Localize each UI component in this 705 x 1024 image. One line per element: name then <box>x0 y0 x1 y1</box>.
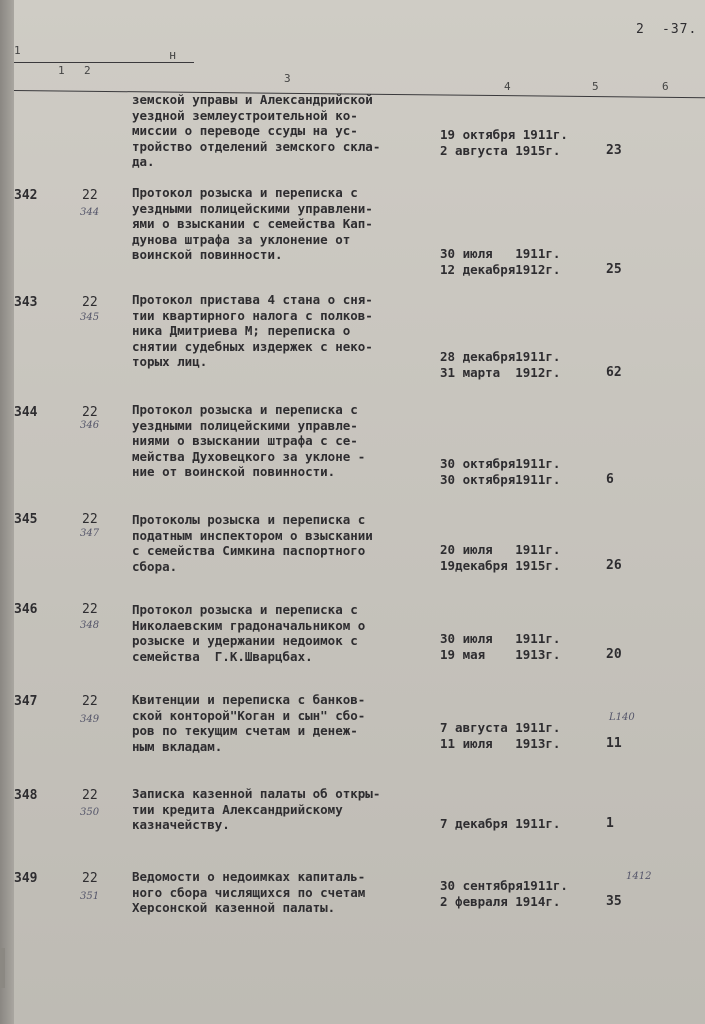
entry-text: Протокол розыска и переписка с уездными полицейскими управлени- ями о взыскании с семейства Кап- дунова штрафа за уклонение от воинской повинности. <box>132 185 373 262</box>
entry-number: 348 <box>14 788 38 803</box>
entry-date-start: 20 июля 1911г. <box>440 542 561 557</box>
header-n-mark: н <box>169 48 177 62</box>
entry-date-end: 2 февраля 1914г. <box>440 894 561 909</box>
entry-number: 345 <box>14 512 38 527</box>
header-col-1b: 1 <box>58 64 65 77</box>
entry-sheets: 25 <box>606 262 622 277</box>
entry-korobka: 22 <box>82 694 98 709</box>
page-number-a: 2 <box>636 22 645 37</box>
entry-sheets: 35 <box>606 894 622 909</box>
entry-handwritten-number: 347 <box>80 528 100 539</box>
entry-handwritten-note: 1412 <box>626 871 652 882</box>
header-col-3: 3 <box>284 72 291 85</box>
page-edge-shadow <box>0 0 14 1024</box>
entry-number: 347 <box>14 694 38 709</box>
entry-sheets: 11 <box>606 736 622 751</box>
entry-handwritten-number: 344 <box>80 207 100 218</box>
entry-date-end: 7 декабря 1911г. <box>440 816 561 831</box>
margin-mark <box>0 948 5 988</box>
entry-sheets: 26 <box>606 558 622 573</box>
archive-page <box>14 0 705 1024</box>
entry-date-end: 30 октября1911г. <box>440 472 561 487</box>
entry-korobka: 22 <box>82 788 98 803</box>
entry-text: Протокол пристава 4 стана о сня- тии квартирного налога с полков- ника Дмитриева М; переписка о снятии судебных издержек с неко- торых лиц. <box>132 292 373 369</box>
entry-date-end: 31 марта 1912г. <box>440 365 561 380</box>
entry-sheets: 20 <box>606 647 622 662</box>
entry-text: Протокол розыска и переписка с Николаевским градоначальником о розыске и удержании недоимок с семейства Г.К.Шварцбах. <box>132 602 366 664</box>
entry-date-start: 7 августа 1911г. <box>440 720 561 735</box>
entry-number: 342 <box>14 188 38 203</box>
entry-text: Протоколы розыска и переписка с податным инспектором о взыскании с семейства Симкина паспортного сбора. <box>132 512 373 574</box>
entry-korobka: 22 <box>82 602 98 617</box>
entry-handwritten-note: L140 <box>609 712 635 723</box>
entry-korobka: 22 <box>82 405 98 420</box>
entry-sheets: 6 <box>606 472 614 487</box>
entry-date-start: 19 октября 1911г. <box>440 127 568 142</box>
entry-handwritten-number: 348 <box>80 620 100 631</box>
entry-text: земской управы и Александрийской уездной землеустроительной ко- миссии о переводе ссуды на ус- тройство отделений земского скла- да. <box>132 92 381 169</box>
entry-date-end: 12 декабря1912г. <box>440 262 561 277</box>
header-col-5: 5 <box>592 80 599 93</box>
header-col-1: 1 <box>14 44 21 57</box>
page-number-b: -37. <box>662 22 698 37</box>
entry-sheets: 62 <box>606 365 622 380</box>
entry-korobka: 22 <box>82 512 98 527</box>
entry-text: Записка казенной палаты об откры- тии кредита Александрийскому казначейству. <box>132 786 381 832</box>
entry-handwritten-number: 346 <box>80 420 100 431</box>
entry-date-end: 2 августа 1915г. <box>440 143 561 158</box>
entry-date-start: 30 июля 1911г. <box>440 631 561 646</box>
entry-korobka: 22 <box>82 188 98 203</box>
entry-date-start: 30 октября1911г. <box>440 456 561 471</box>
entry-date-end: 19 мая 1913г. <box>440 647 561 662</box>
entry-korobka: 22 <box>82 295 98 310</box>
entry-handwritten-number: 350 <box>80 807 100 818</box>
header-col-4: 4 <box>504 80 511 93</box>
entry-handwritten-number: 351 <box>80 891 100 902</box>
entry-date-end: 11 июля 1913г. <box>440 736 561 751</box>
header-col-6: 6 <box>662 80 669 93</box>
entry-number: 346 <box>14 602 38 617</box>
entry-date-start: 28 декабря1911г. <box>440 349 561 364</box>
entry-handwritten-number: 349 <box>80 714 100 725</box>
entry-handwritten-number: 345 <box>80 312 100 323</box>
entry-date-start: 30 июля 1911г. <box>440 246 561 261</box>
entry-korobka: 22 <box>82 871 98 886</box>
entry-text: Протокол розыска и переписка с уездными полицейскими управле- ниями о взыскании штрафа с се- мейства Духовецкого за уклоне - ние от воинской повинности. <box>132 402 366 479</box>
entry-sheets: 1 <box>606 816 614 831</box>
entry-number: 343 <box>14 295 38 310</box>
entry-date-start: 30 сентября1911г. <box>440 878 568 893</box>
entry-number: 344 <box>14 405 38 420</box>
entry-text: Ведомости о недоимках капиталь- ного сбора числящихся по счетам Херсонской казенной палаты. <box>132 869 366 915</box>
entry-text: Квитенции и переписка с банков- ской конторой"Коган и сын" сбо- ров по текущим счетам и денеж- ным вкладам. <box>132 692 366 754</box>
entry-number: 349 <box>14 871 38 886</box>
header-rule-left <box>14 62 194 63</box>
header-col-2: 2 <box>84 64 91 77</box>
entry-date-end: 19декабря 1915г. <box>440 558 561 573</box>
entry-sheets: 23 <box>606 143 622 158</box>
